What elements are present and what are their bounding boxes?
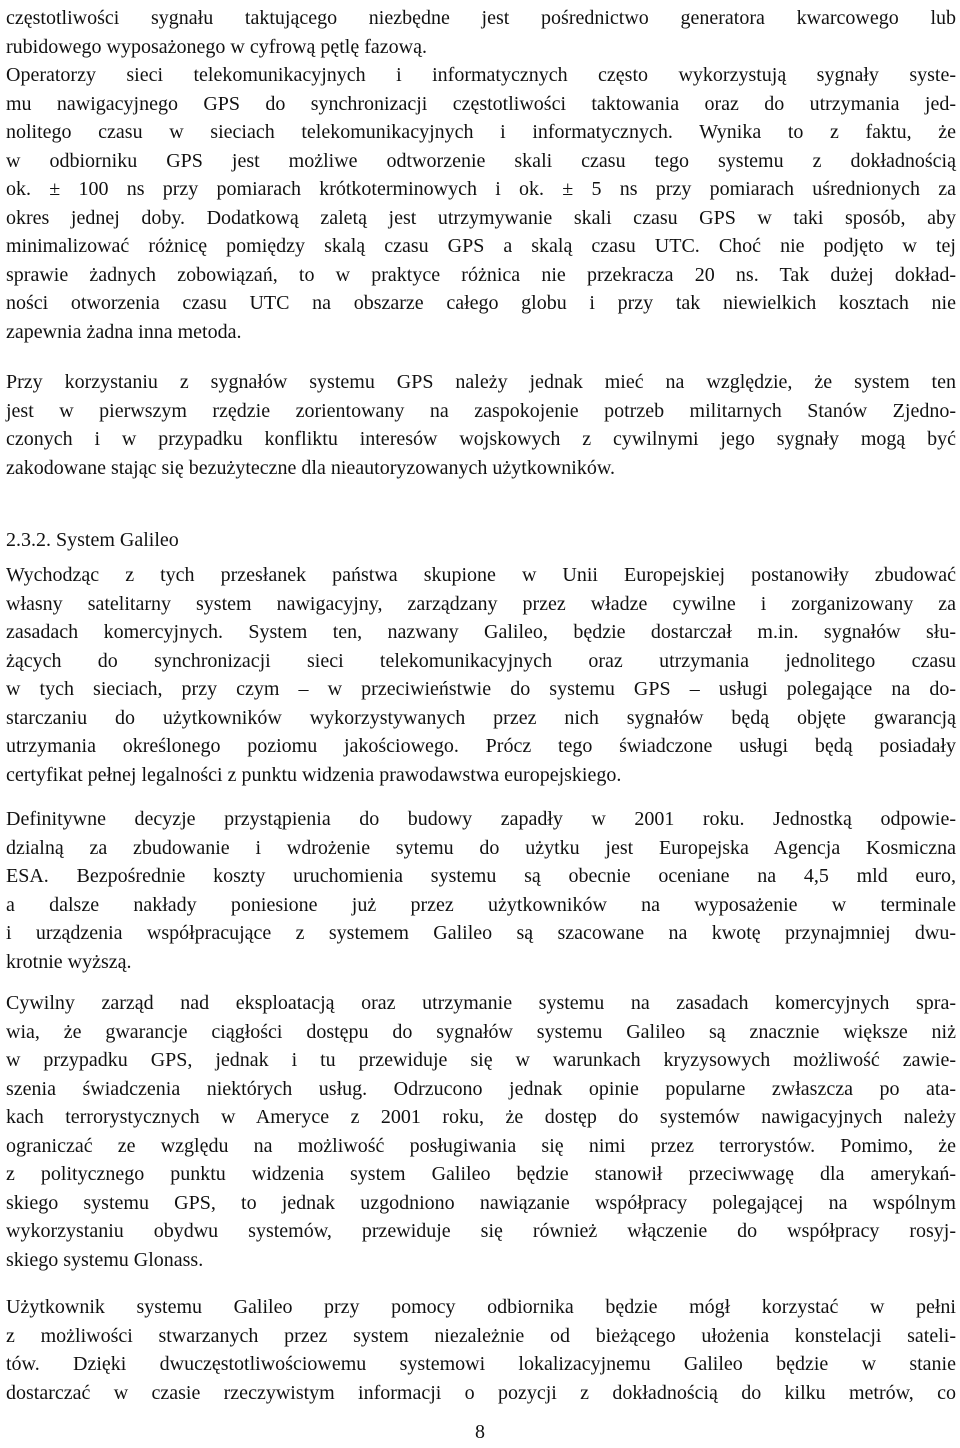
text-line: starczaniu do użytkowników wykorzystywanych przez nich sygnałów będą objęte gwarancją [6, 706, 956, 729]
text-line: w odbiorniku GPS jest możliwe odtworzenie skali czasu tego systemu z dokładnością [6, 149, 956, 172]
text-line: szenia świadczenia niektórych usług. Odrzucono jednak opinie popularne zwłaszcza po ata- [6, 1077, 956, 1100]
text-line: ESA. Bezpośrednie koszty uruchomienia systemu są obecnie oceniane na 4,5 mld euro, [6, 865, 956, 887]
text-line: zapewnia żadna inna metoda. [6, 320, 242, 343]
text-line: certyfikat pełnej legalności z punktu widzenia prawodawstwa europejskiego. [6, 763, 622, 786]
text-line: krotnie wyższą. [6, 950, 132, 973]
paragraph-galileo-intro [6, 561, 956, 789]
section-heading: 2.3.2. System Galileo [6, 529, 179, 551]
text-line: ograniczać ze względu na możliwość posługiwania się nimi przez terrorystów. Pomimo, że [6, 1134, 956, 1157]
paragraph-galileo-decisions [6, 805, 956, 976]
text-line: własny satelitarny system nawigacyjny, zarządzany przez władze cywilne i zorganizowany za [6, 592, 956, 615]
text-line: skiego systemu Glonass. [6, 1248, 204, 1271]
text-line: dostarczać w czasie rzeczywistym informacji o pozycji z dokładnością do kilku metrów, co [6, 1381, 956, 1404]
text-line: skiego systemu GPS, to jednak uzgodniono nawiązanie współpracy polegającej na wspólnym [6, 1191, 956, 1214]
text-line: jest w pierwszym rzędzie zorientowany na zaspokojenie potrzeb militarnych Stanów Zjedno- [6, 399, 956, 422]
paragraph-galileo-civil [6, 989, 956, 1274]
paragraph-gps-operators [6, 61, 956, 346]
text-line: dzialną za zbudowanie i wdrożenie sytemu do użytku jest Europejska Agencja Kosmiczna [6, 836, 956, 859]
text-line: z politycznego punktu widzenia system Galileo będzie stanowił przeciwwagę dla amerykań- [6, 1163, 956, 1185]
text-line: z możliwości stwarzanych przez system niezależnie od bieżącego ułożenia konstelacji sateli- [6, 1324, 956, 1347]
text-line: Operatorzy sieci telekomunikacyjnych i informatycznych często wykorzystują sygnały syste- [6, 64, 956, 86]
text-line: sprawie żadnych zobowiązań, to w praktyce różnica nie przekracza 20 ns. Tak dużej dokład- [6, 263, 956, 286]
text-line: ności otworzenia czasu UTC na obszarze całego globu i przy tak niewielkich kosztach nie [6, 292, 956, 314]
text-line: tów. Dzięki dwuczęstotliwościowemu systemowi lokalizacyjnemu Galileo będzie w stanie [6, 1353, 956, 1375]
text-line: czonych i w przypadku konfliktu interesów wojskowych z cywilnymi jego sygnały mogą być [6, 428, 956, 450]
text-line: nolitego czasu w sieciach telekomunikacyjnych i informatycznych. Wynika to z faktu, że [6, 121, 956, 143]
text-line: Wychodząc z tych przesłanek państwa skupione w Unii Europejskiej postanowiły zbudować [6, 564, 956, 586]
text-line: Cywilny zarząd nad eksploatacją oraz utrzymanie systemu na zasadach komercyjnych spra- [6, 992, 956, 1014]
text-line: rubidowego wyposażonego w cyfrową pętlę fazową. [6, 35, 427, 58]
text-line: kach terrorystycznych w Ameryce z 2001 roku, że dostęp do systemów nawigacyjnych należy [6, 1106, 956, 1128]
text-line: zasadach komercyjnych. System ten, nazwany Galileo, będzie dostarczał m.in. sygnałów słu- [6, 621, 956, 643]
text-line: w przypadku GPS, jednak i tu przewiduje się w warunkach kryzysowych możliwość zawie- [6, 1049, 956, 1071]
text-line: Definitywne decyzje przystąpienia do budowy zapadły w 2001 roku. Jednostką odpowie- [6, 808, 956, 830]
paragraph-intro [6, 4, 956, 61]
text-line: Przy korzystaniu z sygnałów systemu GPS należy jednak mieć na względzie, że system ten [6, 371, 956, 393]
text-line: minimalizować różnicę pomiędzy skalą czasu GPS a skalą czasu UTC. Choć nie podjęto w tej [6, 235, 956, 257]
text-line: utrzymania określonego poziomu jakościowego. Prócz tego świadczone usługi będą posiadały [6, 735, 956, 757]
text-line: wykorzystaniu obydwu systemów, przewiduje się również włączenie do współpracy rosyj- [6, 1220, 956, 1242]
text-line: wia, że gwarancje ciągłości dostępu do sygnałów systemu Galileo są znacznie większe niż [6, 1020, 956, 1043]
page-number: 8 [475, 1421, 485, 1443]
text-line: Użytkownik systemu Galileo przy pomocy odbiornika będzie mógł korzystać w pełni [6, 1296, 956, 1318]
text-line: mu nawigacyjnego GPS do synchronizacji częstotliwości taktowania oraz do utrzymania jed- [6, 92, 956, 115]
text-line: zakodowane stając się bezużyteczne dla nieautoryzowanych użytkowników. [6, 456, 616, 479]
text-line: a dalsze nakłady poniesione już przez użytkowników na wyposażenie w terminale [6, 893, 956, 916]
text-line: okres jednej doby. Dodatkową zaletą jest utrzymywanie skali czasu GPS w taki sposób, aby [6, 206, 956, 229]
text-line: żących do synchronizacji sieci telekomunikacyjnych oraz utrzymania jednolitego czasu [6, 649, 956, 672]
text-line: ok. ± 100 ns przy pomiarach krótkoterminowych i ok. ± 5 ns przy pomiarach uśrednionych za [6, 178, 956, 200]
paragraph-gps-military [6, 368, 956, 482]
text-line: w tych sieciach, przy czym – w przeciwieństwie do systemu GPS – usługi polegające na do- [6, 678, 956, 700]
text-line: i urządzenia współpracujące z systemem Galileo są szacowane na kwotę przynajmniej dwu- [6, 922, 956, 944]
paragraph-galileo-user [6, 1293, 956, 1407]
text-line: częstotliwości sygnału taktującego niezbędne jest pośrednictwo generatora kwarcowego lub [6, 7, 956, 29]
